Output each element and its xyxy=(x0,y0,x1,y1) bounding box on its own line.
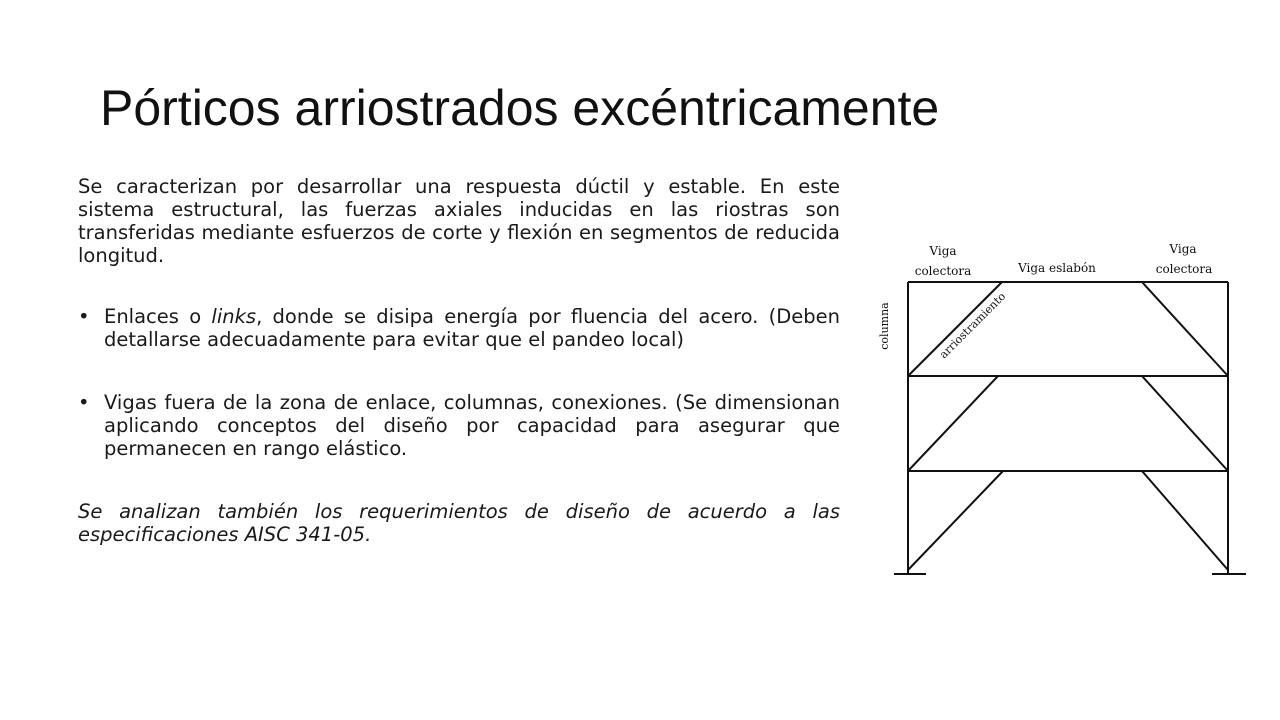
brace-3-right xyxy=(1142,282,1228,376)
brace-1-left xyxy=(908,471,1003,570)
label-brace: arriostramiento xyxy=(936,289,1009,362)
bullet-beams xyxy=(78,391,840,460)
bullet-beams-text: Vigas fuera de la zona de enlace, columnas, conexiones. (Se dimensionan aplicando conceptos del diseño por capacidad para asegurar que permanecen en rango elástico. xyxy=(104,391,840,460)
label-left-collector-line2: colectora xyxy=(914,264,972,278)
bullet-links-after: , donde se disipa energía por fluencia del acero. (Deben detallarse adecuadamente para evitar que el pandeo local) xyxy=(104,305,840,351)
bullet-dot: • xyxy=(78,305,90,328)
bullet-links-emphasis: links xyxy=(211,305,257,328)
bullet-links-before: Enlaces o xyxy=(104,305,212,328)
label-right-collector-line2: colectora xyxy=(1155,262,1213,276)
brace-3-left xyxy=(908,282,1002,376)
slide-title: Pórticos arriostrados excéntricamente xyxy=(100,80,940,136)
brace-2-right xyxy=(1142,376,1228,471)
label-right-collector-line1: Viga xyxy=(1169,242,1197,256)
label-link-beam: Viga eslabón xyxy=(1018,261,1096,275)
eccentric-braced-frame-diagram xyxy=(860,225,1260,595)
bullet-links-text xyxy=(104,305,840,351)
bullet-links xyxy=(78,305,840,351)
brace-2-left xyxy=(908,376,998,471)
brace-1-right xyxy=(1142,471,1228,570)
label-column: columna xyxy=(878,302,891,350)
slide-body xyxy=(78,175,840,546)
label-left-collector-line1: Viga xyxy=(929,244,957,258)
intro-paragraph: Se caracterizan por desarrollar una respuesta dúctil y estable. En este sistema estructural, las fuerzas axiales inducidas en las riostras son transferidas mediante esfuerzos de corte y flexión en segmentos de reducida longitud. xyxy=(78,175,840,267)
bullet-dot: • xyxy=(78,391,90,414)
closing-paragraph: Se analizan también los requerimientos de diseño de acuerdo a las especificaciones AISC 341-05. xyxy=(78,500,840,546)
